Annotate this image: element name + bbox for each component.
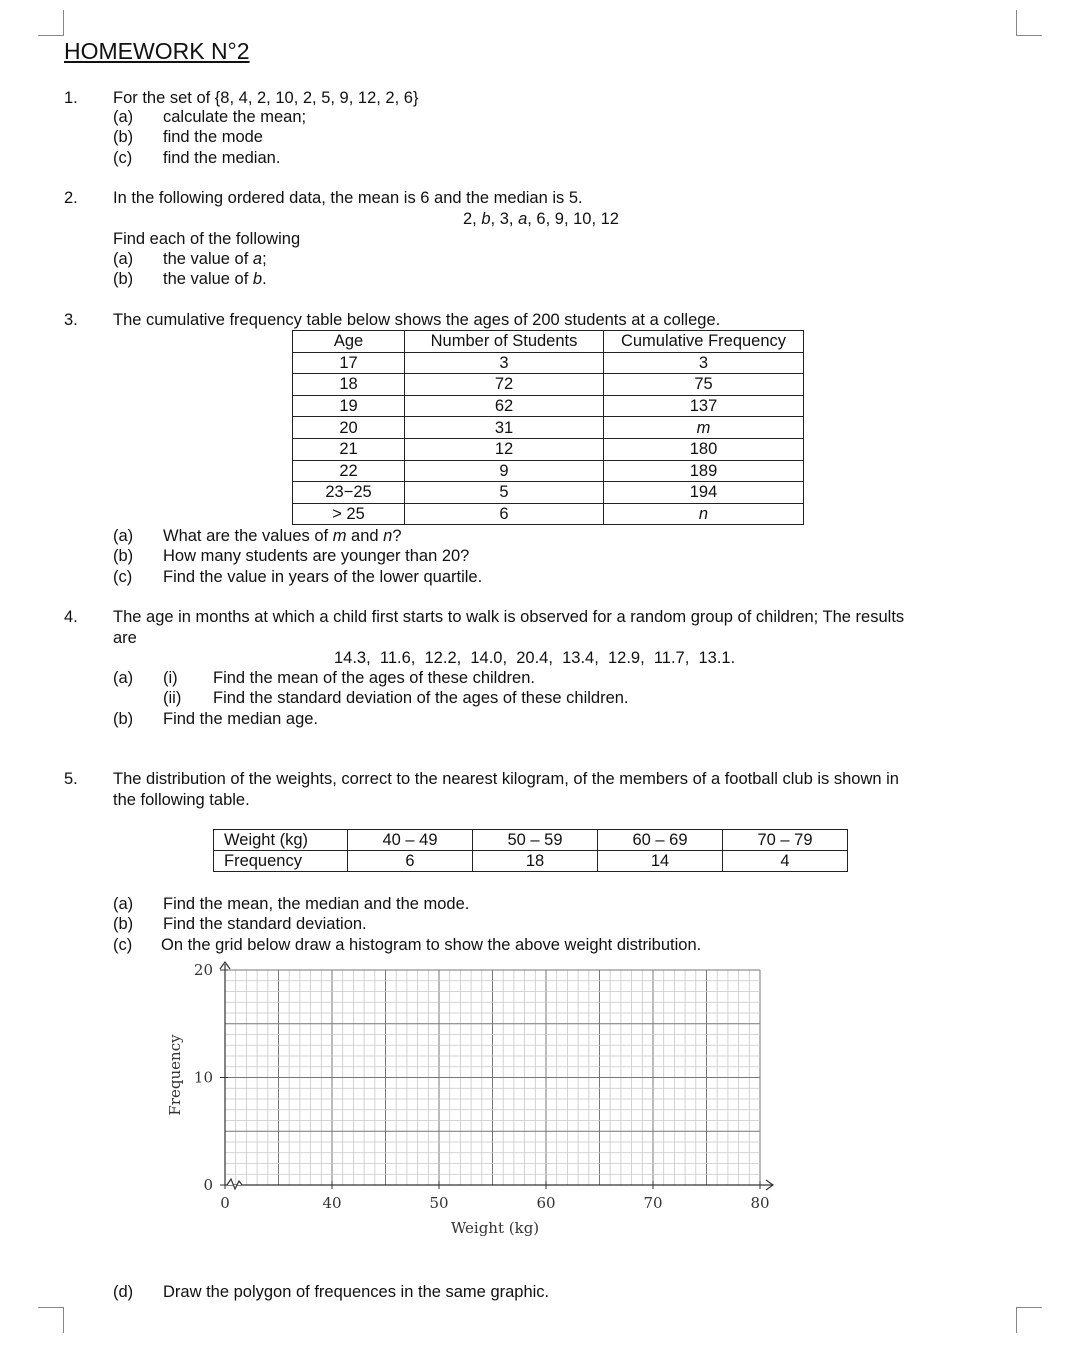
table-row — [293, 352, 804, 374]
q2-data-seg: 2, — [463, 210, 482, 228]
table-cell: 3 — [604, 352, 804, 374]
q1-part-label: (a) — [113, 108, 134, 126]
x-tick-label: 0 — [220, 1194, 230, 1212]
table-cell-var-n: n — [698, 505, 709, 524]
x-tick-label: 70 — [643, 1194, 663, 1212]
table-row — [293, 395, 804, 417]
x-tick-label: 80 — [750, 1194, 770, 1212]
q2-var-b: b — [481, 210, 491, 228]
table-row — [293, 374, 804, 396]
table-cell — [604, 417, 804, 439]
q1-part-label: (b) — [113, 128, 134, 146]
q5-part-d-label: (d) — [113, 1283, 134, 1301]
weight-frequency-table — [213, 829, 848, 872]
y-tick-label: 0 — [203, 1176, 213, 1194]
grid-lines — [225, 970, 760, 1185]
axes — [220, 962, 773, 1190]
crop-mark-bl-v — [63, 1307, 64, 1333]
table-cell: 70 – 79 — [723, 830, 848, 851]
q4-subpart-text: Find the standard deviation of the ages of these children. — [213, 689, 629, 707]
q3-part-label: (b) — [113, 547, 134, 565]
q1-part-text: find the mode — [163, 128, 263, 146]
q1-number: 1. — [64, 89, 78, 107]
table-cell: 23−25 — [293, 482, 405, 504]
table-cell: 75 — [604, 374, 804, 396]
table-cell: 4 — [723, 851, 848, 872]
q2-number: 2. — [64, 189, 78, 207]
crop-mark-tr-v — [1016, 10, 1017, 36]
cumulative-frequency-table — [292, 330, 804, 525]
q4-number: 4. — [64, 608, 78, 626]
q3-part-mid: and — [346, 527, 384, 545]
table-cell-var-m: m — [696, 418, 711, 437]
q3-part-label: (c) — [113, 568, 133, 586]
q4-subpart-text: Find the mean of the ages of these children. — [213, 669, 535, 687]
crop-mark-br-h — [1016, 1307, 1042, 1308]
x-tick-label: 60 — [536, 1194, 556, 1212]
table-cell: 19 — [293, 395, 405, 417]
q1-part-text: calculate the mean; — [163, 108, 307, 126]
table-cell: 137 — [604, 395, 804, 417]
table-cell: 40 – 49 — [348, 830, 473, 851]
table-row-header: Frequency — [214, 851, 348, 872]
table-header-cell: Number of Students — [405, 331, 604, 353]
table-cell: 17 — [293, 352, 405, 374]
q5-part-text: Find the mean, the median and the mode. — [163, 895, 470, 913]
q5-part-text: Find the standard deviation. — [163, 915, 367, 933]
q2-part-label: (b) — [113, 270, 134, 288]
histogram-grid — [160, 955, 790, 1245]
q2-part-pre: the value of — [163, 250, 253, 268]
q4-part-b-label: (b) — [113, 710, 134, 728]
table-row — [293, 438, 804, 460]
q2-part-label: (a) — [113, 250, 134, 268]
q2-var-a: a — [518, 210, 528, 228]
q5-part-text: On the grid below draw a histogram to show the above weight distribution. — [161, 936, 702, 954]
q5-number: 5. — [64, 770, 78, 788]
q4-part-a-label: (a) — [113, 669, 134, 687]
table-cell: 6 — [348, 851, 473, 872]
table-row — [293, 417, 804, 439]
table-cell — [604, 503, 804, 525]
table-cell: 18 — [293, 374, 405, 396]
crop-mark-tr-h — [1016, 35, 1042, 36]
q3-text: The cumulative frequency table below shows the ages of 200 students at a college. — [113, 311, 721, 329]
table-cell: 180 — [604, 438, 804, 460]
crop-mark-br-v — [1016, 1307, 1017, 1333]
y-tick-label: 20 — [193, 961, 213, 979]
q2-data-seg: , 6, 9, 10, 12 — [527, 210, 619, 228]
table-cell: 6 — [405, 503, 604, 525]
q4-data: 14.3, 11.6, 12.2, 14.0, 20.4, 13.4, 12.9, 11.7, 13.1. — [334, 649, 736, 667]
table-header-cell: Cumulative Frequency — [604, 331, 804, 353]
table-cell: 9 — [405, 460, 604, 482]
q3-part-post: ? — [392, 527, 402, 545]
q4-text-line2: are — [113, 629, 137, 647]
q2-data-line — [463, 209, 619, 229]
q4-text-line1: The age in months at which a child first starts to walk is observed for a random group of children; The results — [113, 608, 905, 626]
q3-part-label: (a) — [113, 527, 134, 545]
q3-part-text — [163, 526, 402, 546]
table-cell: 72 — [405, 374, 604, 396]
table-cell: 50 – 59 — [473, 830, 598, 851]
table-cell: 12 — [405, 438, 604, 460]
q4-subpart-label: (i) — [163, 669, 178, 687]
q2-part-post: . — [262, 270, 267, 288]
q2-part-text — [163, 269, 267, 289]
q3-part-text: Find the value in years of the lower quartile. — [163, 568, 483, 586]
y-tick-label: 10 — [193, 1068, 213, 1087]
q5-text-line1: The distribution of the weights, correct to the nearest kilogram, of the members of a football club is shown in — [113, 770, 899, 788]
q2-part-text — [163, 249, 267, 269]
table-row — [293, 460, 804, 482]
q3-var-m: m — [332, 527, 347, 545]
q2-part-post: ; — [262, 250, 267, 268]
q2-find-text: Find each of the following — [113, 230, 301, 248]
axis-break-icon — [227, 1179, 242, 1189]
q1-part-label: (c) — [113, 149, 133, 167]
x-tick-label: 50 — [429, 1194, 449, 1212]
table-cell: 31 — [405, 417, 604, 439]
table-cell: 14 — [598, 851, 723, 872]
crop-mark-bl-h — [38, 1307, 64, 1308]
q5-part-d-text: Draw the polygon of frequences in the same graphic. — [163, 1283, 550, 1301]
table-header-cell: Age — [293, 331, 405, 353]
q1-text: For the set of {8, 4, 2, 10, 2, 5, 9, 12, 2, 6} — [113, 89, 419, 107]
table-cell: 194 — [604, 482, 804, 504]
y-axis-label: Frequency — [166, 1034, 184, 1116]
table-row — [293, 482, 804, 504]
q2-part-var: a — [252, 250, 263, 268]
x-tick-label: 40 — [322, 1194, 342, 1212]
table-row-header: Weight (kg) — [214, 830, 348, 851]
table-row — [214, 851, 848, 872]
q5-part-label: (b) — [113, 915, 134, 933]
table-row — [214, 830, 848, 851]
table-cell: 20 — [293, 417, 405, 439]
q2-text: In the following ordered data, the mean is 6 and the median is 5. — [113, 189, 583, 207]
table-cell: 21 — [293, 438, 405, 460]
q5-text-line2: the following table. — [113, 791, 250, 809]
q3-part-pre: What are the values of — [163, 527, 333, 545]
table-cell: 3 — [405, 352, 604, 374]
q5-part-label: (a) — [113, 895, 134, 913]
page-title: HOMEWORK N°2 — [64, 38, 250, 64]
table-cell: 62 — [405, 395, 604, 417]
q2-part-pre: the value of — [163, 270, 253, 288]
crop-mark-tl-h — [38, 35, 64, 36]
q2-part-var: b — [252, 270, 263, 288]
table-cell: 60 – 69 — [598, 830, 723, 851]
table-cell: 18 — [473, 851, 598, 872]
q4-subpart-label: (ii) — [163, 689, 182, 707]
q4-part-b-text: Find the median age. — [163, 710, 319, 728]
crop-mark-tl-v — [63, 10, 64, 36]
table-cell: > 25 — [293, 503, 405, 525]
q3-number: 3. — [64, 311, 78, 329]
q5-part-label: (c) — [113, 936, 133, 954]
table-row — [293, 503, 804, 525]
table-cell: 5 — [405, 482, 604, 504]
table-cell: 22 — [293, 460, 405, 482]
table-header-row — [293, 331, 804, 353]
x-axis-label: Weight (kg) — [450, 1219, 540, 1237]
table-cell: 189 — [604, 460, 804, 482]
q3-part-text: How many students are younger than 20? — [163, 547, 470, 565]
q3-var-n: n — [383, 527, 393, 545]
q2-data-seg: , 3, — [490, 210, 519, 228]
q1-part-text: find the median. — [163, 149, 281, 167]
